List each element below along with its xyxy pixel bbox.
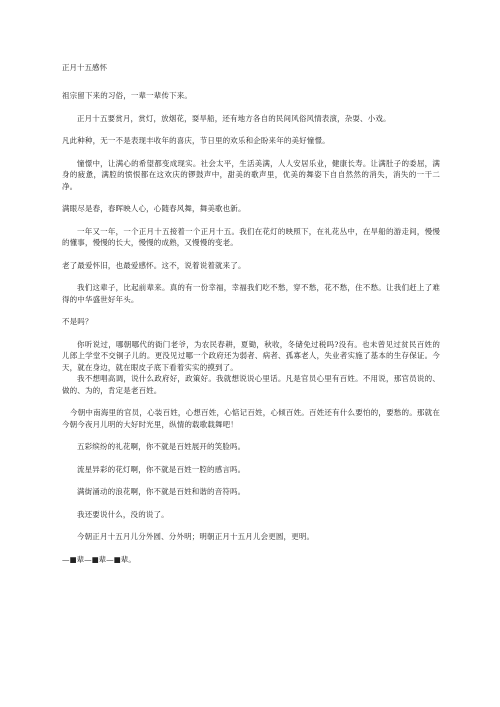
paragraph-1: 祖宗留下来的习俗，一辈一辈传下来。 <box>62 91 193 100</box>
paragraph-12: 今朝中南海里的官员，心装百姓，心想百姓，心惦记百姓，心倾百姓。百姓还有什么要怕的，要愁的。那就在今朝今夜月儿明的大好时光里，纵情的载歌载舞吧！ <box>62 408 440 429</box>
paragraph-16: 我还要说什么，没的说了。 <box>77 509 169 519</box>
paragraph-6: 一年又一年，一个正月十五接着一个正月十五。我们在花灯的映照下，在礼花丛中，在旱船的游走间，慢慢的懂事，慢慢的长大，慢慢的成熟，又慢慢的变老。 <box>62 226 440 247</box>
paragraph-5: 满眼尽是春，春晖映人心，心随春风舞，舞美歌也新。 <box>62 204 246 213</box>
paragraph-2: 正月十五要赏月，赏灯，放烟花，耍旱船，还有地方各自的民间风俗风情表演，杂耍、小戏。 <box>77 113 391 123</box>
paragraph-17: 今朝正月十五月儿分外圆、分外明；明朝正月十五月儿会更圆，更明。 <box>77 532 315 541</box>
paragraph-14: 流星异彩的花灯啊，你不就是百姓一腔的感言吗。 <box>77 464 246 474</box>
document-page <box>62 62 440 565</box>
paragraph-11: 我不想唱高调，说什么政府好，政策好。我就想说说心里话。凡是官员心里有百姓。不用说，那官员说的、做的、为的，肯定是老百姓。 <box>62 374 440 395</box>
paragraph-3: 凡此种种，无一不是表现丰收年的喜庆，节日里的欢乐和企盼来年的美好憧憬。 <box>62 136 330 145</box>
closing-line: —■辈—■辈—■辈。 <box>62 554 136 564</box>
paragraph-8: 我们这辈子，比起前辈来。真的有一份幸福，幸福我们吃不愁，穿不愁，花不愁，住不愁。让我们赶上了难得的中华盛世好年头。 <box>62 283 440 304</box>
paragraph-4: 憧憬中，让满心的希望都变成现实。社会太平，生活美满，人人安居乐业，健康长寿。让满肚子的委屈，满身的疲惫，满腔的愤恨都在这欢庆的锣鼓声中，甜美的歌声里，优美的舞姿下自自然然的消失，消失的一干二净。 <box>62 158 440 191</box>
paragraph-15: 满街涌动的浪花啊，你不就是百姓和谐的音符吗。 <box>77 487 246 496</box>
paragraph-9: 不是吗？ <box>62 317 93 326</box>
paragraph-13: 五彩缤纷的礼花啊，你不就是百姓展开的笑脸吗。 <box>77 442 246 451</box>
paragraph-10: 你听说过，哪朝哪代的衙门老爷，为农民春耕，夏锄，秋收，冬储免过税吗?没有。也未曾见过贫民百姓的儿郎上学堂不交铜子儿的。更没见过哪一个政府还为弱者、病者、孤寡老人，失业者实施了基本的生存保证。今天，就在身边，就在眼皮子底下看着实实的摸到了。 <box>62 339 440 372</box>
paragraph-7: 老了最爱怀旧，也最爱感怀。这不，说着说着就来了。 <box>62 260 246 270</box>
document-title: 正月十五感怀 <box>62 63 107 72</box>
